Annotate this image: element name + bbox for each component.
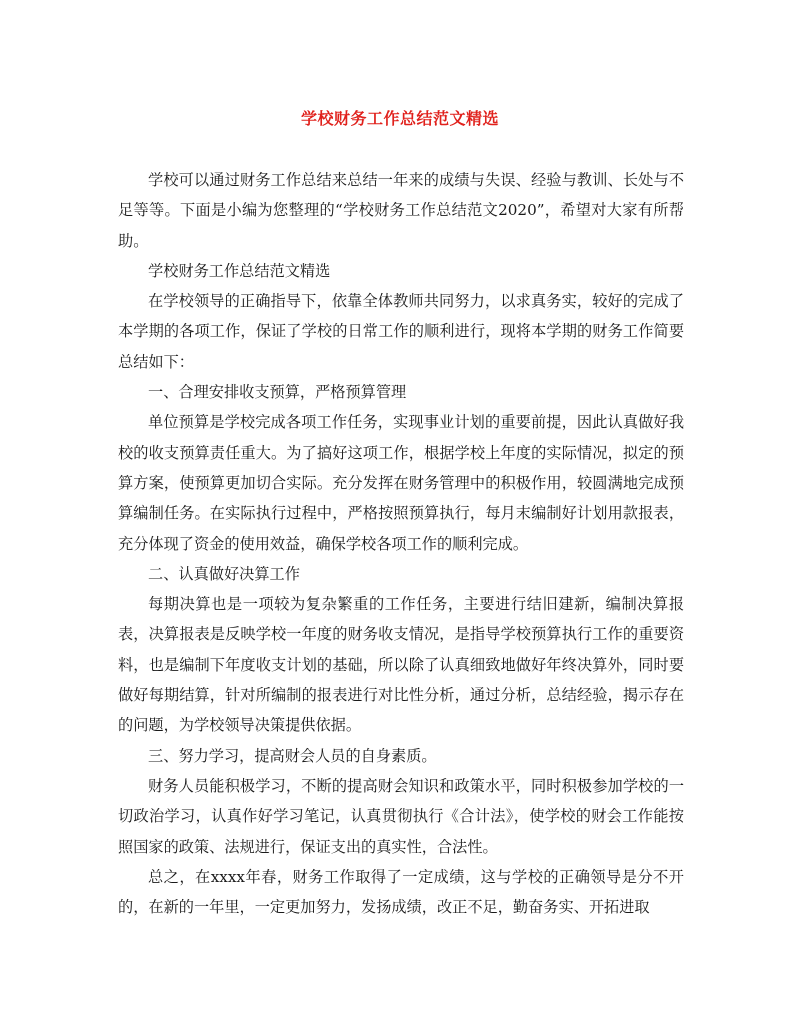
section-heading-2: 二、认真做好决算工作 — [148, 564, 300, 583]
section-heading-1: 一、合理安排收支预算，严格预算管理 — [148, 383, 407, 402]
section-2-paragraph: 每期决算也是一项较为复杂繁重的工作任务，主要进行结旧建新，编制决算报表，决算报表是反映学校一年度的财务收支情况，是指导学校预算执行工作的重要资料，也是编制下年度收支计划的基础，所以除了认真细致地做好年终决算外，同时要做好每期结算，针对所编制的报表进行对比性分析，通过分析，总结经验，揭示存在的问题，为学校领导决策提供依据。 — [118, 595, 684, 735]
section-heading-3: 三、努力学习，提高财会人员的自身素质。 — [148, 746, 437, 765]
document-title: 学校财务工作总结范文精选 — [300, 109, 499, 128]
intro-paragraph: 学校可以通过财务工作总结来总结一年来的成绩与失误、经验与教训、长处与不足等等。下面是小编为您整理的“学校财务工作总结范文2020”，希望对大家有所帮助。 — [118, 171, 684, 250]
conclusion-paragraph: 总之，在xxxx年春，财务工作取得了一定成绩，这与学校的正确领导是分不开的，在新的一年里，一定更加努力，发扬成绩，改正不足，勤奋务实、开拓进取 — [118, 867, 684, 917]
subtitle-paragraph: 学校财务工作总结范文精选 — [148, 261, 331, 280]
section-3-paragraph: 财务人员能积极学习，不断的提高财会知识和政策水平，同时积极参加学校的一切政治学习，认真作好学习笔记，认真贯彻执行《合计法》，使学校的财会工作能按照国家的政策、法规进行，保证支出的真实性，合法性。 — [118, 776, 684, 856]
opening-paragraph: 在学校领导的正确指导下，依靠全体教师共同努力，以求真务实，较好的完成了本学期的各项工作，保证了学校的日常工作的顺利进行，现将本学期的财务工作简要总结如下： — [118, 292, 684, 371]
section-1-paragraph: 单位预算是学校完成各项工作任务，实现事业计划的重要前提，因此认真做好我校的收支预算责任重大。为了搞好这项工作，根据学校上年度的实际情况，拟定的预算方案，使预算更加切合实际。充分发挥在财务管理中的积极作用，较圆满地完成预算编制任务。在实际执行过程中，严格按照预算执行，每月末编制好计划用款报表，充分体现了资金的使用效益，确保学校各项工作的顺利完成。 — [118, 413, 684, 553]
document-body — [118, 165, 684, 922]
